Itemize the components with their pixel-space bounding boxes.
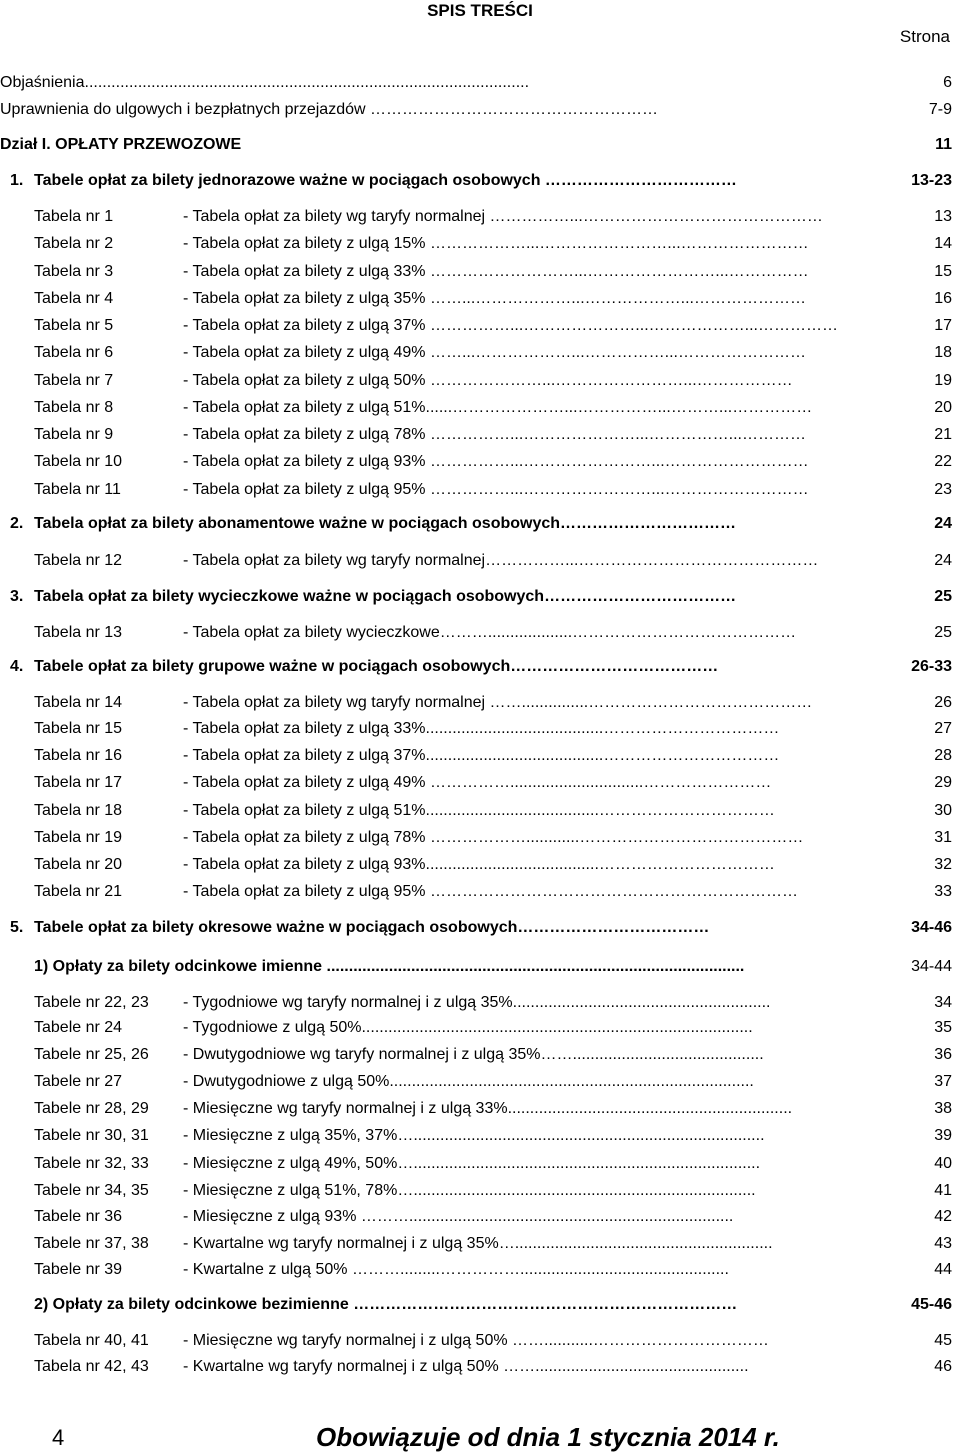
toc-page-number: 24 (934, 515, 952, 532)
toc-page-number: 19 (934, 372, 952, 389)
entry-label: Tabele nr 24 (34, 1019, 123, 1036)
entry-label: Tabela nr 2 (34, 235, 114, 252)
toc-page-number: 24 (934, 552, 952, 569)
toc-entry (0, 424, 960, 446)
toc-page-number: 27 (934, 720, 952, 737)
entry-label: Tabela nr 9 (34, 426, 114, 443)
toc-section-heading (0, 513, 960, 535)
toc-page-number: 35 (934, 1019, 952, 1036)
entry-description: - Tabela opłat za bilety z ulgą 93%.......................................…………………………… (183, 856, 775, 873)
entry-label: Tabele nr 32, 33 (34, 1155, 149, 1172)
toc-entry (0, 1206, 960, 1228)
toc-entry (0, 827, 960, 849)
entry-label: Tabela nr 16 (34, 747, 123, 764)
entry-label: Tabela nr 6 (34, 344, 114, 361)
entry-label: Tabela nr 21 (34, 883, 123, 900)
entry-label: Tabela nr 14 (34, 694, 123, 711)
entry-label: Tabela nr 20 (34, 856, 123, 873)
toc-entry (0, 1356, 960, 1378)
entry-description: - Tabela opłat za bilety z ulgą 33%........................................…………………………… (183, 720, 780, 737)
toc-entry (0, 1125, 960, 1147)
toc-page-number: 22 (934, 453, 952, 470)
toc-entry (0, 1098, 960, 1120)
entry-description: - Tabela opłat za bilety z ulgą 33% ………………………...……………………...…………… (183, 263, 809, 280)
entry-description: - Miesięczne wg taryfy normalnej i z ulgą 50% ……...........…………………………… (183, 1332, 769, 1349)
section-title: Tabela opłat za bilety wycieczkowe ważne w pociągach osobowych……………………………… (34, 588, 737, 605)
toc-entry (0, 1071, 960, 1093)
toc-entry (0, 479, 960, 501)
entry-description: - Tabela opłat za bilety z ulgą 95% …………………………………………………………… (183, 883, 798, 900)
toc-page-number: 33 (934, 883, 952, 900)
entry-label: Tabela nr 19 (34, 829, 123, 846)
entry-description: - Tabela opłat za bilety z ulgą 49% ……………..............................…………………… (183, 774, 772, 791)
toc-page-number: 39 (934, 1127, 952, 1144)
entry-label: Tabela nr 3 (34, 263, 114, 280)
toc-page-number: 38 (934, 1100, 952, 1117)
entry-description: - Tabela opłat za bilety z ulgą 49% ……...………………...……………...…………………… (183, 344, 806, 361)
toc-page-number: 46 (934, 1358, 952, 1375)
entry-description: - Miesięczne z ulgą 93% ………......................................................................... (183, 1208, 734, 1225)
entry-label: Tabela nr 13 (34, 624, 123, 641)
entry-description: - Tabela opłat za bilety wg taryfy normalnej ……...............…………………………………… (183, 694, 813, 711)
entry-description: - Dwutygodniowe z ulgą 50%.................................................................................. (183, 1073, 754, 1090)
entry-description: - Miesięczne z ulgą 35%, 37%…............................................................................... (183, 1127, 765, 1144)
entry-label: Tabela nr 1 (34, 208, 114, 225)
toc-subsection-heading (0, 956, 960, 978)
footer-validity: Obowiązuje od dnia 1 stycznia 2014 r. (316, 1422, 780, 1452)
entry-description: - Tabela opłat za bilety wycieczkowe………...................…………………………………… (183, 624, 797, 641)
entry-label: Tabela nr 18 (34, 802, 123, 819)
toc-entry (0, 854, 960, 876)
toc-page-number: 28 (934, 747, 952, 764)
toc-page-number: 40 (934, 1155, 952, 1172)
toc-section-heading (0, 170, 960, 192)
toc-entry (0, 451, 960, 473)
entry-description: - Tabela opłat za bilety wg taryfy normalnej ……………...……………………………………… (183, 208, 823, 225)
toc-section-heading (0, 586, 960, 608)
entry-description: - Kwartalne wg taryfy normalnej i z ulgą 35%….......................................................... (183, 1235, 773, 1252)
toc-page-number: 34-46 (911, 919, 952, 936)
section-number: 4. (10, 658, 24, 675)
toc-entry (0, 1259, 960, 1281)
page-column-header: Strona (899, 27, 950, 46)
toc-entry (0, 1017, 960, 1039)
entry-description: - Kwartalne z ulgą 50% ……….........……………............................................... (183, 1261, 729, 1278)
toc-entry (0, 881, 960, 903)
toc-page-number: 29 (934, 774, 952, 791)
toc-entry (0, 342, 960, 364)
toc-page-number: 25 (934, 588, 952, 605)
toc-page-number: 7-9 (928, 101, 952, 118)
entry-label: Tabela nr 11 (34, 481, 121, 498)
entry-description: - Tabela opłat za bilety z ulgą 37%........................................…………………………… (183, 747, 780, 764)
entry-description: - Tabela opłat za bilety z ulgą 50% …………………...……………………...……………… (183, 372, 793, 389)
toc-entry (0, 206, 960, 228)
entry-label: Tabele nr 28, 29 (34, 1100, 149, 1117)
section-title: Tabele opłat za bilety jednorazowe ważne w pociągach osobowych ……………………………… (34, 172, 737, 189)
entry-label: Tabela nr 8 (34, 399, 114, 416)
entry-description: - Tabela opłat za bilety z ulgą 78% ……………...…………………...……………...………… (183, 426, 806, 443)
toc-page-number: 36 (934, 1046, 952, 1063)
toc-entry (0, 772, 960, 794)
toc-entry (0, 370, 960, 392)
toc-page-number: 30 (934, 802, 952, 819)
subsection-title: 1) Opłaty za bilety odcinkowe imienne .............................................................................................. (34, 958, 745, 975)
toc-page-number: 18 (934, 344, 952, 361)
toc-page-number: 45 (934, 1332, 952, 1349)
section-number: 5. (10, 919, 24, 936)
toc-page-number: 14 (934, 235, 952, 252)
entry-label: Tabela nr 17 (34, 774, 123, 791)
toc-page-number: 32 (934, 856, 952, 873)
toc-page-number: 23 (934, 481, 952, 498)
toc-page-number: 13 (934, 208, 952, 225)
entry-description: - Miesięczne wg taryfy normalnej i z ulgą 33%................................................................ (183, 1100, 793, 1117)
toc-entry (0, 315, 960, 337)
toc-page-number: 15 (934, 263, 952, 280)
toc-page-number: 41 (934, 1182, 952, 1199)
page-title: SPIS TREŚCI (427, 1, 533, 20)
toc-page-number: 34-44 (911, 958, 952, 975)
entry-label: Tabele nr 34, 35 (34, 1182, 149, 1199)
section-title: Tabele opłat za bilety okresowe ważne w pociągach osobowych……………………………… (34, 919, 710, 936)
toc-page-number: 31 (934, 829, 952, 846)
toc-entry (0, 1044, 960, 1066)
entry-description: - Tabela opłat za bilety z ulgą 51%.......................................…………………………… (183, 802, 775, 819)
entry-label: Tabela nr 5 (34, 317, 114, 334)
toc-entry (0, 550, 960, 572)
entry-description: - Tabela opłat za bilety z ulgą 35% ……...………………...………………...………………… (183, 290, 806, 307)
entry-label: Tabele nr 22, 23 (34, 994, 149, 1011)
toc-page-number: 25 (934, 624, 952, 641)
toc-page-number: 13-23 (911, 172, 952, 189)
entry-label: Tabela nr 42, 43 (34, 1358, 149, 1375)
toc-page-number: 16 (934, 290, 952, 307)
toc-top-text: Uprawnienia do ulgowych i bezpłatnych przejazdów ……………………………………………… (0, 101, 658, 118)
entry-label: Tabela nr 4 (34, 290, 114, 307)
entry-label: Tabela nr 12 (34, 552, 123, 569)
entry-description: - Dwutygodniowe wg taryfy normalnej i z ulgą 35%……........................................... (183, 1046, 764, 1063)
toc-entry (0, 745, 960, 767)
toc-page-number: 26 (934, 694, 952, 711)
toc-page-number: 44 (934, 1261, 952, 1278)
section-number: 1. (10, 172, 24, 189)
toc-entry (0, 1233, 960, 1255)
toc-entry (0, 288, 960, 310)
toc-page-number: 6 (943, 74, 952, 91)
entry-description: - Tygodniowe z ulgą 50%........................................................................................ (183, 1019, 753, 1036)
toc-page-number: 26-33 (911, 658, 952, 675)
section-title: Tabela opłat za bilety abonamentowe ważne w pociągach osobowych…………………………… (34, 515, 737, 532)
toc-entry (0, 1180, 960, 1202)
entry-label: Tabela nr 15 (34, 720, 123, 737)
subsection-title: 2) Opłaty za bilety odcinkowe bezimienne ……………………………………………………………… (34, 1296, 738, 1313)
toc-entry (0, 1330, 960, 1352)
toc-entry (0, 992, 960, 1014)
toc-entry (0, 692, 960, 714)
section-title: Tabele opłat za bilety grupowe ważne w pociągach osobowych………………………………… (34, 658, 719, 675)
toc-page-number: 45-46 (911, 1296, 952, 1313)
entry-description: - Kwartalne wg taryfy normalnej i z ulgą 50% ……................................................ (183, 1358, 749, 1375)
entry-description: - Miesięczne z ulgą 49%, 50%….............................................................................. (183, 1155, 761, 1172)
entry-label: Tabele nr 30, 31 (34, 1127, 149, 1144)
entry-label: Tabele nr 37, 38 (34, 1235, 149, 1252)
toc-page-number: 42 (934, 1208, 952, 1225)
toc-entry (0, 718, 960, 740)
entry-label: Tabela nr 7 (34, 372, 114, 389)
footer-page-number: 4 (52, 1425, 65, 1450)
entry-label: Tabele nr 27 (34, 1073, 123, 1090)
toc-top-line (0, 72, 960, 94)
toc-page-number: 20 (934, 399, 952, 416)
entry-description: - Tabela opłat za bilety z ulgą 37% ……………...…………………...………………...…………… (183, 317, 838, 334)
section-number: 3. (10, 588, 24, 605)
entry-label: Tabele nr 39 (34, 1261, 123, 1278)
entry-description: - Tabela opłat za bilety wg taryfy normalnej……………...……………………………………… (183, 552, 819, 569)
entry-label: Tabele nr 25, 26 (34, 1046, 149, 1063)
toc-subsection-heading (0, 1294, 960, 1316)
toc-top-line (0, 99, 960, 121)
toc-page-number: 11 (935, 136, 952, 153)
toc-entry (0, 397, 960, 419)
entry-description: - Tabela opłat za bilety z ulgą 95% ……………...……………………...……………………… (183, 481, 809, 498)
toc-entry (0, 622, 960, 644)
toc-entry (0, 261, 960, 283)
entry-description: - Miesięczne z ulgą 51%, 78%…............................................................................. (183, 1182, 756, 1199)
entry-description: - Tabela opłat za bilety z ulgą 93% ……………...……………………...……………………… (183, 453, 809, 470)
toc-page-number: 17 (934, 317, 952, 334)
toc-top-text: Dział I. OPŁATY PRZEWOZOWE (0, 136, 242, 153)
toc-entry (0, 1153, 960, 1175)
entry-label: Tabele nr 36 (34, 1208, 123, 1225)
toc-section-heading (0, 917, 960, 939)
toc-section-heading (0, 656, 960, 678)
toc-top-text: Objaśnienia.................................................................................................... (0, 74, 530, 91)
entry-label: Tabela nr 40, 41 (34, 1332, 149, 1349)
entry-description: - Tygodniowe wg taryfy normalnej i z ulgą 35%.......................................................... (183, 994, 771, 1011)
entry-description: - Tabela opłat za bilety z ulgą 15% ………………...……………………...…………………… (183, 235, 809, 252)
entry-description: - Tabela opłat za bilety z ulgą 78% ………………............…………………………………… (183, 829, 804, 846)
toc-entry (0, 233, 960, 255)
toc-page-number: 21 (934, 426, 952, 443)
toc-page-number: 34 (934, 994, 952, 1011)
toc-entry (0, 800, 960, 822)
toc-page-number: 37 (934, 1073, 952, 1090)
entry-description: - Tabela opłat za bilety z ulgą 51%......…………………...……………...………...…………… (183, 399, 813, 416)
section-number: 2. (10, 515, 24, 532)
toc-top-line (0, 134, 960, 156)
toc-page-number: 43 (934, 1235, 952, 1252)
entry-label: Tabela nr 10 (34, 453, 123, 470)
